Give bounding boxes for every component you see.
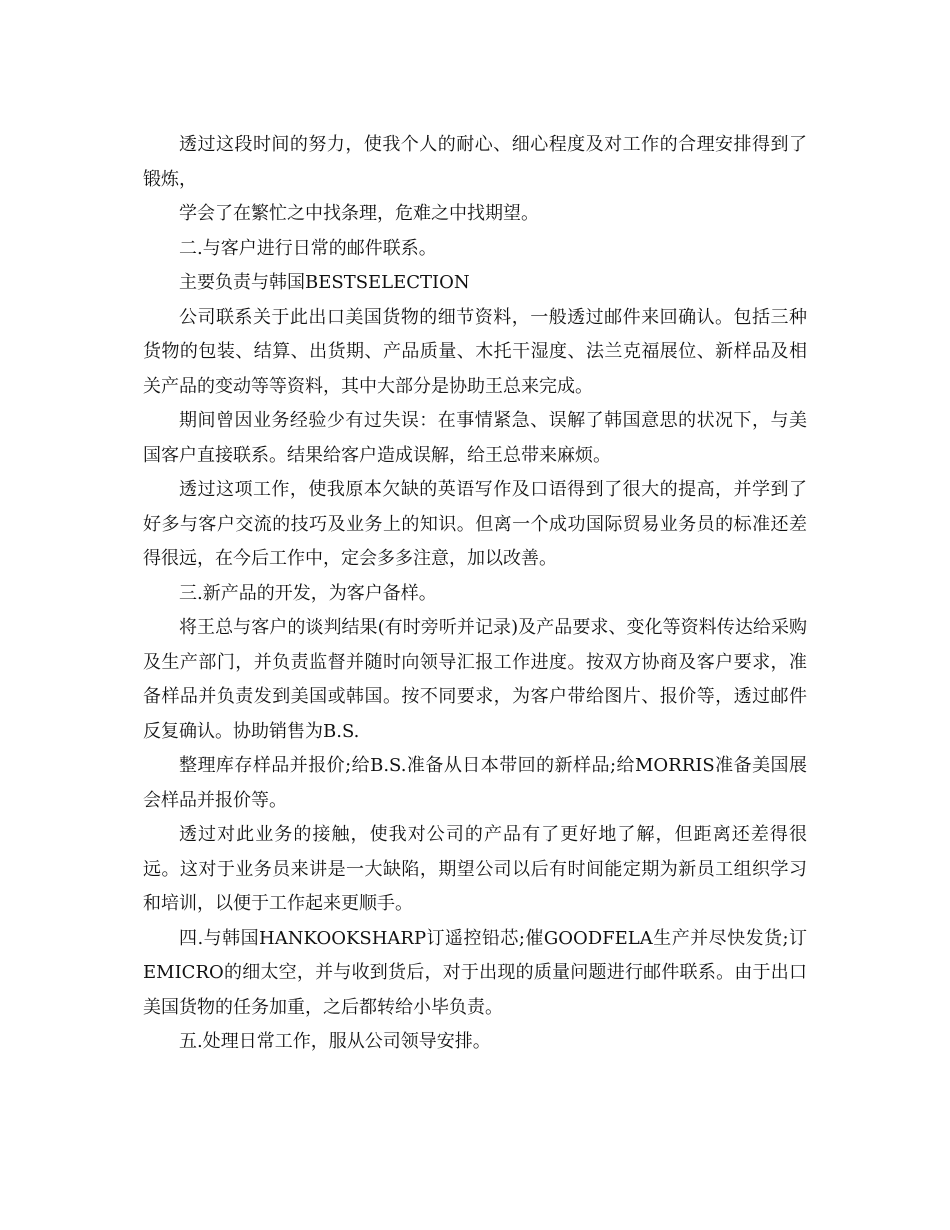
section-heading-3: 三.新产品的开发，为客户备样。 (179, 582, 437, 604)
section-heading-2: 二.与客户进行日常的邮件联系。 (179, 237, 437, 259)
paragraph-7: 将王总与客户的谈判结果(有时旁听并记录)及产品要求、变化等资料传达给采购及生产部门，并负责监督并随时向领导汇报工作进度。按双方协商及客户要求，准备样品并负责发到美国或韩国。按不同要求，为客户带给图片、报价等，透过邮件反复确认。协助销售为B.S. (143, 617, 807, 742)
paragraph-4: 公司联系关于此出口美国货物的细节资料，一般透过邮件来回确认。包括三种货物的包装、结算、出货期、产品质量、木托干湿度、法兰克福展位、新样品及相关产品的变动等等资料，其中大部分是协助王总来完成。 (143, 306, 807, 397)
paragraph-9: 透过对此业务的接触，使我对公司的产品有了更好地了解，但距离还差得很远。这对于业务员来讲是一大缺陷，期望公司以后有时间能定期为新员工组织学习和培训，以便于工作起来更顺手。 (143, 824, 807, 914)
section-heading-4: 四.与韩国HANKOOKSHARP订遥控铅芯;催GOODFELA生产并尽快发货;订EMICRO的细太空，并与收到货后，对于出现的质量问题进行邮件联系。由于出口美国货物的任务加重，之后都转给小毕负责。 (143, 927, 807, 1018)
document-body (143, 128, 807, 1060)
paragraph-5: 期间曾因业务经验少有过失误：在事情紧急、误解了韩国意思的状况下，与美国客户直接联系。结果给客户造成误解，给王总带来麻烦。 (143, 410, 807, 466)
paragraph-8: 整理库存样品并报价;给B.S.准备从日本带回的新样品;给MORRIS准备美国展会样品并报价等。 (143, 755, 807, 811)
section-heading-5: 五.处理日常工作，服从公司领导安排。 (179, 1031, 491, 1052)
paragraph-1: 透过这段时间的努力，使我个人的耐心、细心程度及对工作的合理安排得到了锻炼， (143, 134, 807, 190)
paragraph-6: 透过这项工作，使我原本欠缺的英语写作及口语得到了很大的提高，并学到了好多与客户交流的技巧及业务上的知识。但离一个成功国际贸易业务员的标准还差得很远，在今后工作中，定会多多注意，加以改善。 (143, 479, 807, 569)
paragraph-3: 主要负责与韩国BESTSELECTION (179, 272, 470, 293)
paragraph-2: 学会了在繁忙之中找条理，危难之中找期望。 (179, 203, 539, 224)
